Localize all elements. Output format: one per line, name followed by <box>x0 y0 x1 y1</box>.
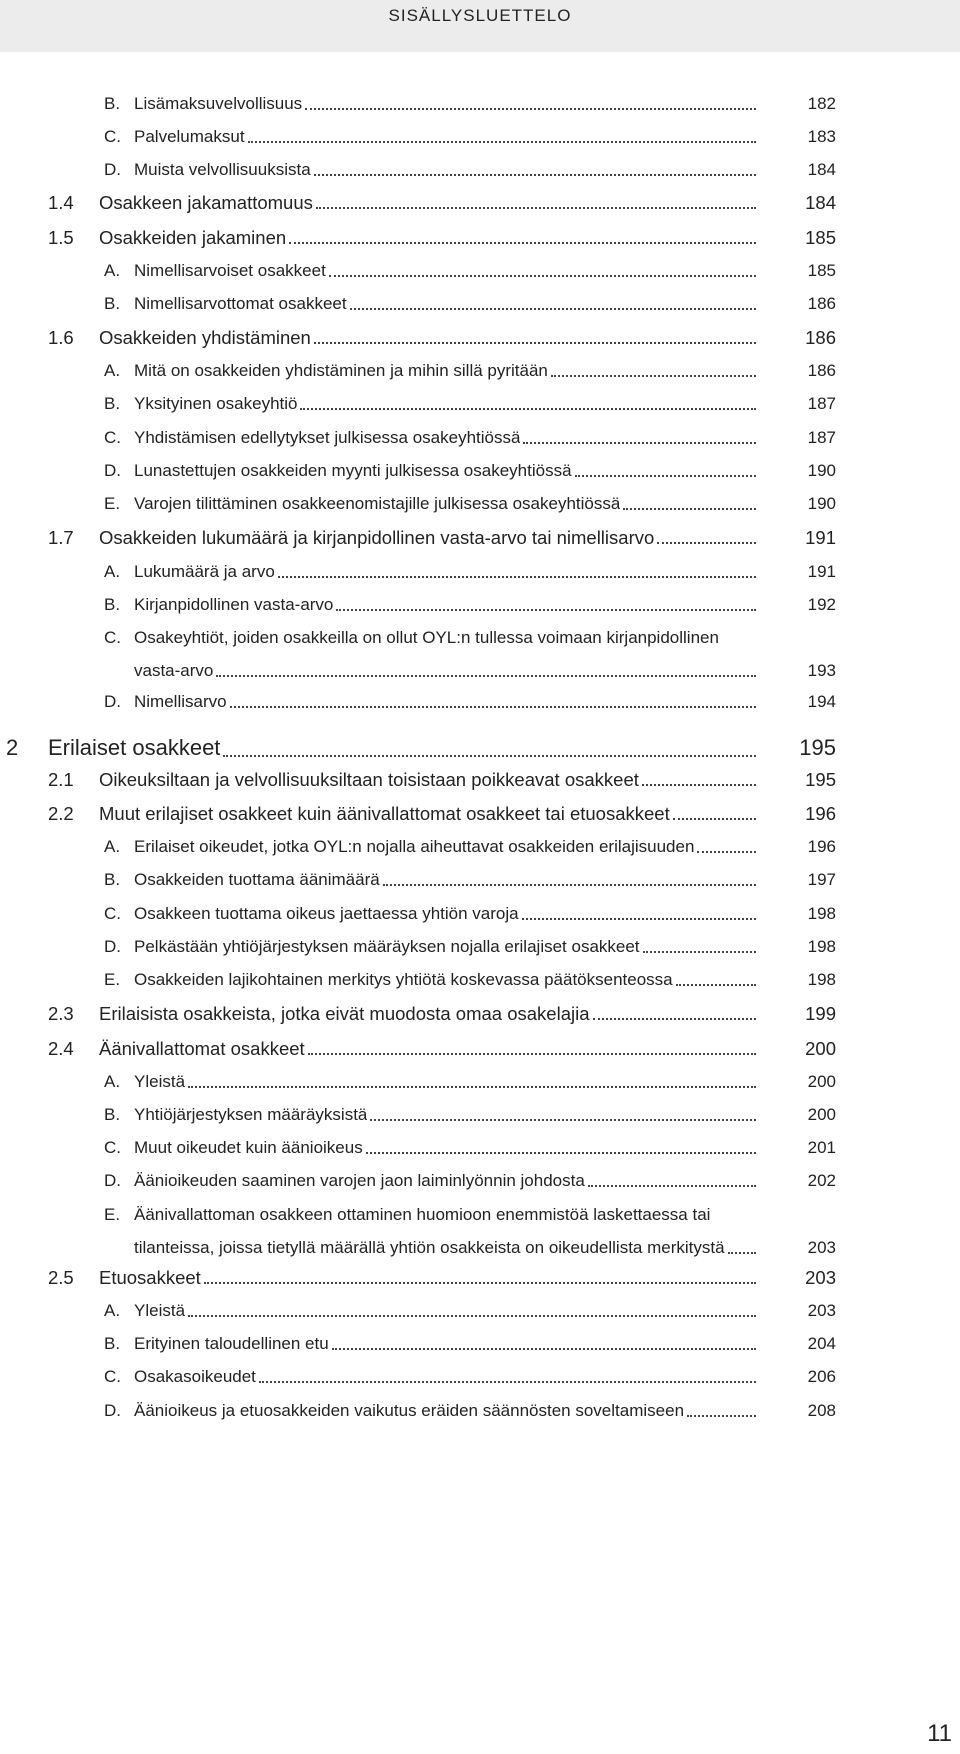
dot-leader <box>332 1348 756 1350</box>
dot-leader <box>248 141 756 143</box>
dot-leader <box>642 784 756 786</box>
toc-entry-title: Etuosakkeet <box>99 1268 201 1288</box>
toc-entry-title: Osakkeen tuottama oikeus jaettaessa yhtiön varoja <box>134 904 519 923</box>
toc-entry-title: Äänioikeuden saaminen varojen jaon laiminlyönnin johdosta <box>134 1171 585 1190</box>
dot-leader <box>370 1119 756 1121</box>
toc-entry-page: 193 <box>807 661 836 680</box>
toc-entry-page: 202 <box>807 1171 836 1190</box>
dot-leader <box>551 375 756 377</box>
toc-entry-title: Muut erilajiset osakkeet kuin äänivallattomat osakkeet tai etuosakkeet <box>99 804 670 824</box>
toc-entry-page: 192 <box>807 595 836 614</box>
toc-entry-title: Mitä on osakkeiden yhdistäminen ja mihin sillä pyritään <box>134 361 548 380</box>
dot-leader <box>522 918 756 920</box>
toc-entry-number: 2.5 <box>48 1267 74 1288</box>
toc-entry-page: 183 <box>807 127 836 146</box>
toc-entry-number: 1.7 <box>48 527 74 548</box>
toc-entry-title: Oikeuksiltaan ja velvollisuuksiltaan toisistaan poikkeavat osakkeet <box>99 770 639 790</box>
toc-entry-number: E. <box>104 970 121 989</box>
toc-entry-title: Lunastettujen osakkeiden myynti julkisessa osakeyhtiössä <box>134 461 572 480</box>
toc-entry-number: D. <box>104 692 121 711</box>
toc-entry-page: 206 <box>807 1367 836 1386</box>
dot-leader <box>223 755 756 757</box>
toc-entry-page: 186 <box>805 327 836 348</box>
toc-entry-number: B. <box>104 1105 121 1124</box>
toc-entry-number: 2.2 <box>48 803 74 824</box>
dot-leader <box>259 1381 756 1383</box>
toc-entry-number: B. <box>104 870 121 889</box>
toc-entry-number: A. <box>104 261 121 280</box>
toc-entry-page: 198 <box>807 904 836 923</box>
toc-entry-title: Äänivallattomat osakkeet <box>99 1039 305 1059</box>
dot-leader <box>278 576 756 578</box>
toc-entry-page: 198 <box>807 970 836 989</box>
toc-entry-number: D. <box>104 1401 121 1420</box>
page-number: 11 <box>927 1720 952 1747</box>
toc-entry-title: Erilaiset osakkeet <box>48 735 221 760</box>
toc-entry-number: 1.6 <box>48 327 74 348</box>
toc-entry-number: D. <box>104 937 121 956</box>
toc-entry-page: 194 <box>807 692 836 711</box>
toc-entry-title: Kirjanpidollinen vasta-arvo <box>134 595 334 614</box>
toc-entry-page: 203 <box>807 1238 836 1257</box>
toc-entry-title: Äänivallattoman osakkeen ottaminen huomioon enemmistöä laskettaessa tai <box>134 1205 711 1224</box>
dot-leader <box>728 1252 756 1254</box>
toc-entry-title: Lukumäärä ja arvo <box>134 562 275 581</box>
dot-leader <box>643 951 756 953</box>
toc-entry-title: Osakkeiden lajikohtainen merkitys yhtiötä koskevassa päätöksenteossa <box>134 970 673 989</box>
dot-leader <box>300 408 756 410</box>
toc-entry-title: Erilaisista osakkeista, jotka eivät muodosta omaa osakelajia <box>99 1004 590 1024</box>
toc-entry-title: Varojen tilittäminen osakkeenomistajille julkisessa osakeyhtiössä <box>134 494 621 513</box>
dot-leader <box>316 207 756 209</box>
toc-entry-title: vasta-arvo <box>134 661 214 680</box>
dot-leader <box>308 1053 756 1055</box>
toc-entry-number: A. <box>104 1072 121 1091</box>
toc-entry-number: B. <box>104 595 121 614</box>
toc-entry-number: A. <box>104 562 121 581</box>
toc-entry-page: 187 <box>807 394 836 413</box>
toc-entry-number: 1.4 <box>48 192 74 213</box>
dot-leader <box>188 1315 756 1317</box>
toc-entry-page: 184 <box>805 192 836 213</box>
toc-entry-number: C. <box>104 428 121 447</box>
toc-entry-number: B. <box>104 1334 121 1353</box>
dot-leader <box>366 1152 756 1154</box>
dot-leader <box>188 1086 756 1088</box>
toc-entry-number: 2.4 <box>48 1038 74 1059</box>
toc-entry-number: C. <box>104 628 121 647</box>
dot-leader <box>676 984 756 986</box>
toc-entry-title: Yleistä <box>134 1301 186 1320</box>
toc-entry-title: Osakkeiden lukumäärä ja kirjanpidollinen vasta-arvo tai nimellisarvo <box>99 528 655 548</box>
dot-leader <box>575 475 756 477</box>
toc-entry-number: D. <box>104 461 121 480</box>
toc-entry-number: B. <box>104 94 121 113</box>
toc-entry-title: Lisämaksuvelvollisuus <box>134 94 303 113</box>
toc-entry-page: 200 <box>807 1072 836 1091</box>
toc-entry-number: C. <box>104 1367 121 1386</box>
toc-entry-title: Osakeyhtiöt, joiden osakkeilla on ollut OYL:n tullessa voimaan kirjanpidollinen <box>134 628 719 647</box>
toc-entry-title: Nimellisarvottomat osakkeet <box>134 294 347 313</box>
toc-entry-number: 2.3 <box>48 1003 74 1024</box>
toc-entry-page: 184 <box>807 160 836 179</box>
toc-entry-number: C. <box>104 1138 121 1157</box>
toc-entry-page: 185 <box>805 227 836 248</box>
dot-leader <box>305 108 756 110</box>
toc-entry-page: 198 <box>807 937 836 956</box>
toc-entry-page: 191 <box>805 527 836 548</box>
dot-leader <box>623 508 756 510</box>
dot-leader <box>216 675 756 677</box>
toc-entry-title: Yhdistämisen edellytykset julkisessa osakeyhtiössä <box>134 428 521 447</box>
toc-entry-number: 2.1 <box>48 769 74 790</box>
toc-entry-title: Yleistä <box>134 1072 186 1091</box>
toc-entry-title: Palvelumaksut <box>134 127 245 146</box>
toc-entry-title: Yhtiöjärjestyksen määräyksistä <box>134 1105 368 1124</box>
toc-entry-page: 191 <box>807 562 836 581</box>
dot-leader <box>329 275 756 277</box>
toc-entry-page: 195 <box>805 769 836 790</box>
dot-leader <box>697 851 756 853</box>
toc-entry-title: Nimellisarvo <box>134 692 227 711</box>
toc-entry-number: A. <box>104 1301 121 1320</box>
dot-leader <box>204 1282 756 1284</box>
toc-entry-page: 190 <box>807 461 836 480</box>
dot-leader <box>230 706 756 708</box>
toc-entry-number: C. <box>104 127 121 146</box>
header-title: SISÄLLYSLUETTELO <box>388 6 572 25</box>
toc-entry-page: 199 <box>805 1003 836 1024</box>
dot-leader <box>350 308 756 310</box>
dot-leader <box>314 174 756 176</box>
toc-entry-number: 2 <box>6 735 19 760</box>
toc-entry-title: Osakkeiden yhdistäminen <box>99 328 311 348</box>
toc-entry-page: 197 <box>807 870 836 889</box>
toc-entry-page: 196 <box>805 803 836 824</box>
dot-leader <box>289 242 756 244</box>
toc-entry-title: Osakasoikeudet <box>134 1367 256 1386</box>
toc-entry-page: 204 <box>807 1334 836 1353</box>
toc-entry-title: Pelkästään yhtiöjärjestyksen määräyksen nojalla erilajiset osakkeet <box>134 937 640 956</box>
toc-entry-number: C. <box>104 904 121 923</box>
toc-entry-page: 200 <box>807 1105 836 1124</box>
dot-leader <box>687 1415 756 1417</box>
toc-entry-page: 203 <box>807 1301 836 1320</box>
dot-leader <box>593 1018 757 1020</box>
toc-entry-number: 1.5 <box>48 227 74 248</box>
toc-entry-title: Erilaiset oikeudet, jotka OYL:n nojalla aiheuttavat osakkeiden erilajisuuden <box>134 837 695 856</box>
toc-entry-number: A. <box>104 837 121 856</box>
dot-leader <box>314 342 756 344</box>
dot-leader <box>383 884 756 886</box>
toc-entry-title: Osakkeiden jakaminen <box>99 228 287 248</box>
toc-entry-number: A. <box>104 361 121 380</box>
toc-entry-page: 186 <box>807 361 836 380</box>
toc-entry-page: 208 <box>807 1401 836 1420</box>
toc-entry-page: 187 <box>807 428 836 447</box>
toc-entry-title: Osakkeiden tuottama äänimäärä <box>134 870 380 889</box>
toc-entry-page: 182 <box>807 94 836 113</box>
toc-entry-page: 196 <box>807 837 836 856</box>
toc-entry-number: E. <box>104 1205 121 1224</box>
toc-entry-page: 190 <box>807 494 836 513</box>
toc-entry-number: B. <box>104 294 121 313</box>
dot-leader <box>336 609 756 611</box>
toc-entry-title: Muut oikeudet kuin äänioikeus <box>134 1138 363 1157</box>
toc-entry-title: tilanteissa, joissa tietyllä määrällä yhtiön osakkeista on oikeudellista merkitystä <box>134 1238 725 1257</box>
toc-entry-page: 195 <box>799 735 836 760</box>
toc-entry-page: 200 <box>805 1038 836 1059</box>
toc-entry-title: Erityinen taloudellinen etu <box>134 1334 329 1353</box>
toc-entry-number: D. <box>104 1171 121 1190</box>
dot-leader <box>673 818 756 820</box>
toc-entry-page: 203 <box>805 1267 836 1288</box>
toc-entry-title: Yksityinen osakeyhtiö <box>134 394 298 413</box>
toc-entry-number: D. <box>104 160 121 179</box>
toc-entry-title: Äänioikeus ja etuosakkeiden vaikutus eräiden säännösten soveltamiseen <box>134 1401 685 1420</box>
toc-entry-page: 201 <box>807 1138 836 1157</box>
dot-leader <box>657 542 756 544</box>
toc-entry-title: Muista velvollisuuksista <box>134 160 311 179</box>
toc-entry-page: 186 <box>807 294 836 313</box>
toc-entry-number: B. <box>104 394 121 413</box>
toc-entry-title: Nimellisarvoiset osakkeet <box>134 261 326 280</box>
dot-leader <box>523 442 756 444</box>
toc-entry-title: Osakkeen jakamattomuus <box>99 193 313 213</box>
toc-entry-page: 185 <box>807 261 836 280</box>
toc-entry-number: E. <box>104 494 121 513</box>
dot-leader <box>588 1185 756 1187</box>
